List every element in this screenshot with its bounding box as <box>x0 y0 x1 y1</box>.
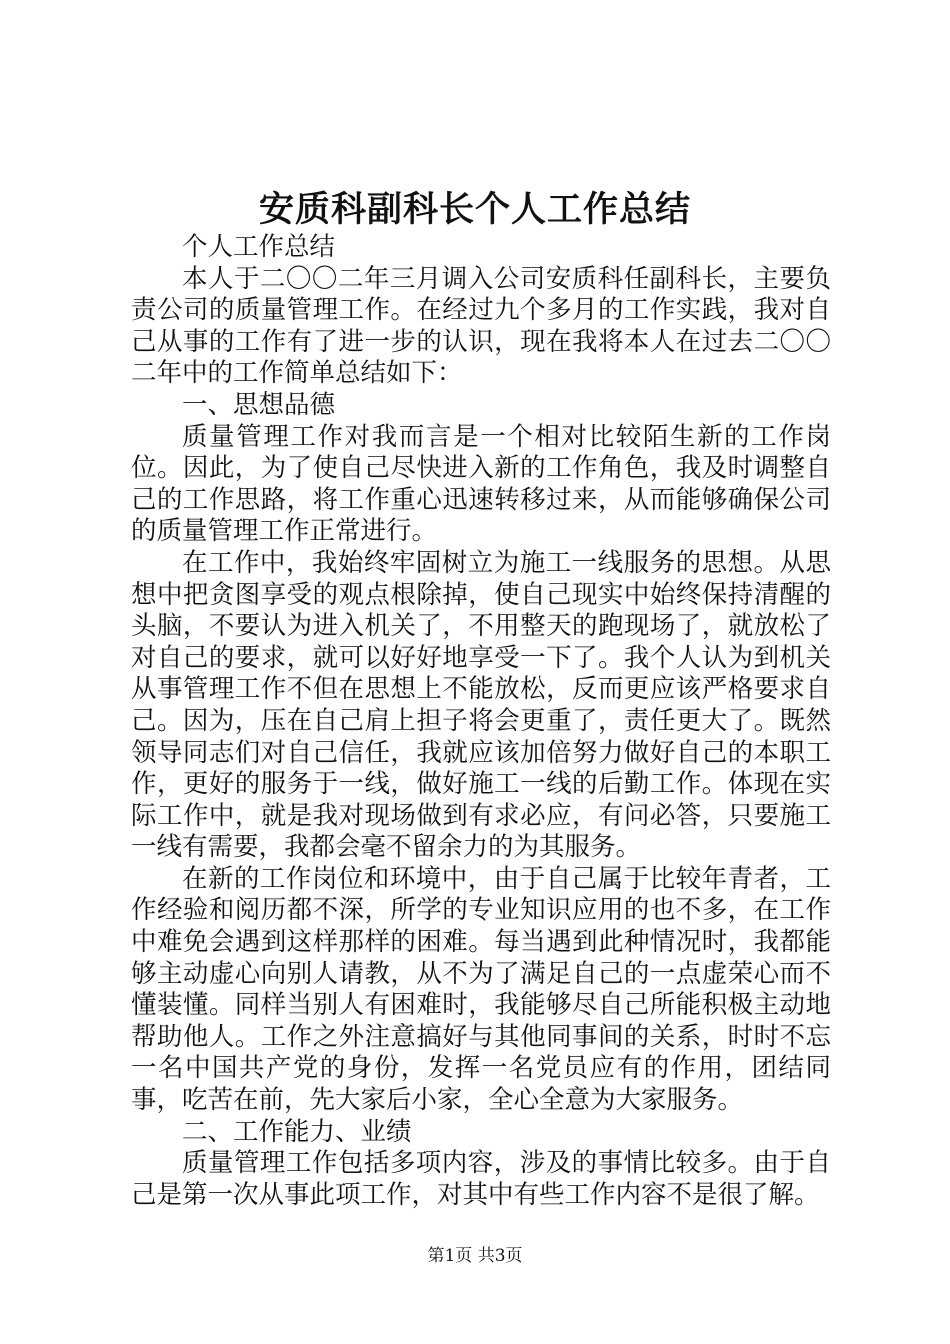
page-number-footer: 第1页 共3页 <box>427 1246 523 1266</box>
section-heading-ability: 二、工作能力、业绩 <box>182 1116 412 1147</box>
paragraph-learning-teamwork: 在新的工作岗位和环境中，由于自己属于比较年青者，工作经验和阅历都不深，所学的专业知识应用的也不多，在工作中难免会遇到这样那样的困难。每当遇到此种情况时，我都能够主动虚心向别人请教，从不为了满足自己的一点虚荣心而不懂装懂。同样当别人有困难时，我能够尽自己所能积极主动地帮助他人。工作之外注意搞好与其他同事间的关系，时时不忘一名中国共产党的身份，发挥一名党员应有的作用，团结同事，吃苦在前，先大家后小家，全心全意为大家服务。 <box>131 863 831 1116</box>
heading-personal-summary: 个人工作总结 <box>182 232 336 262</box>
section-heading-ideology: 一、思想品德 <box>182 389 336 420</box>
document-body <box>131 232 831 1211</box>
paragraph-new-role: 质量管理工作对我而言是一个相对比较陌生新的工作岗位。因此，为了使自己尽快进入新的工作角色，我及时调整自己的工作思路，将工作重心迅速转移过来，从而能够确保公司的质量管理工作正常进行。 <box>131 421 831 547</box>
paragraph-intro: 本人于二〇〇二年三月调入公司安质科任副科长，主要负责公司的质量管理工作。在经过九个多月的工作实践，我对自己从事的工作有了进一步的认识，现在我将本人在过去二〇〇二年中的工作简单总结如下： <box>131 263 831 389</box>
paragraph-service-mindset: 在工作中，我始终牢固树立为施工一线服务的思想。从思想中把贪图享受的观点根除掉，使自己现实中始终保持清醒的头脑，不要认为进入机关了，不用整天的跑现场了，就放松了对自己的要求，就可以好好地享受一下了。我个人认为到机关从事管理工作不但在思想上不能放松，反而更应该严格要求自己。因为，压在自己肩上担子将会更重了，责任更大了。既然领导同志们对自己信任，我就应该加倍努力做好自己的本职工作，更好的服务于一线，做好施工一线的后勤工作。体现在实际工作中，就是我对现场做到有求必应，有问必答，只要施工一线有需要，我都会毫不留余力的为其服务。 <box>131 547 831 863</box>
paragraph-quality-management: 质量管理工作包括多项内容，涉及的事情比较多。由于自己是第一次从事此项工作，对其中有些工作内容不是很了解。 <box>131 1148 831 1210</box>
document-title: 安质科副科长个人工作总结 <box>258 189 691 230</box>
